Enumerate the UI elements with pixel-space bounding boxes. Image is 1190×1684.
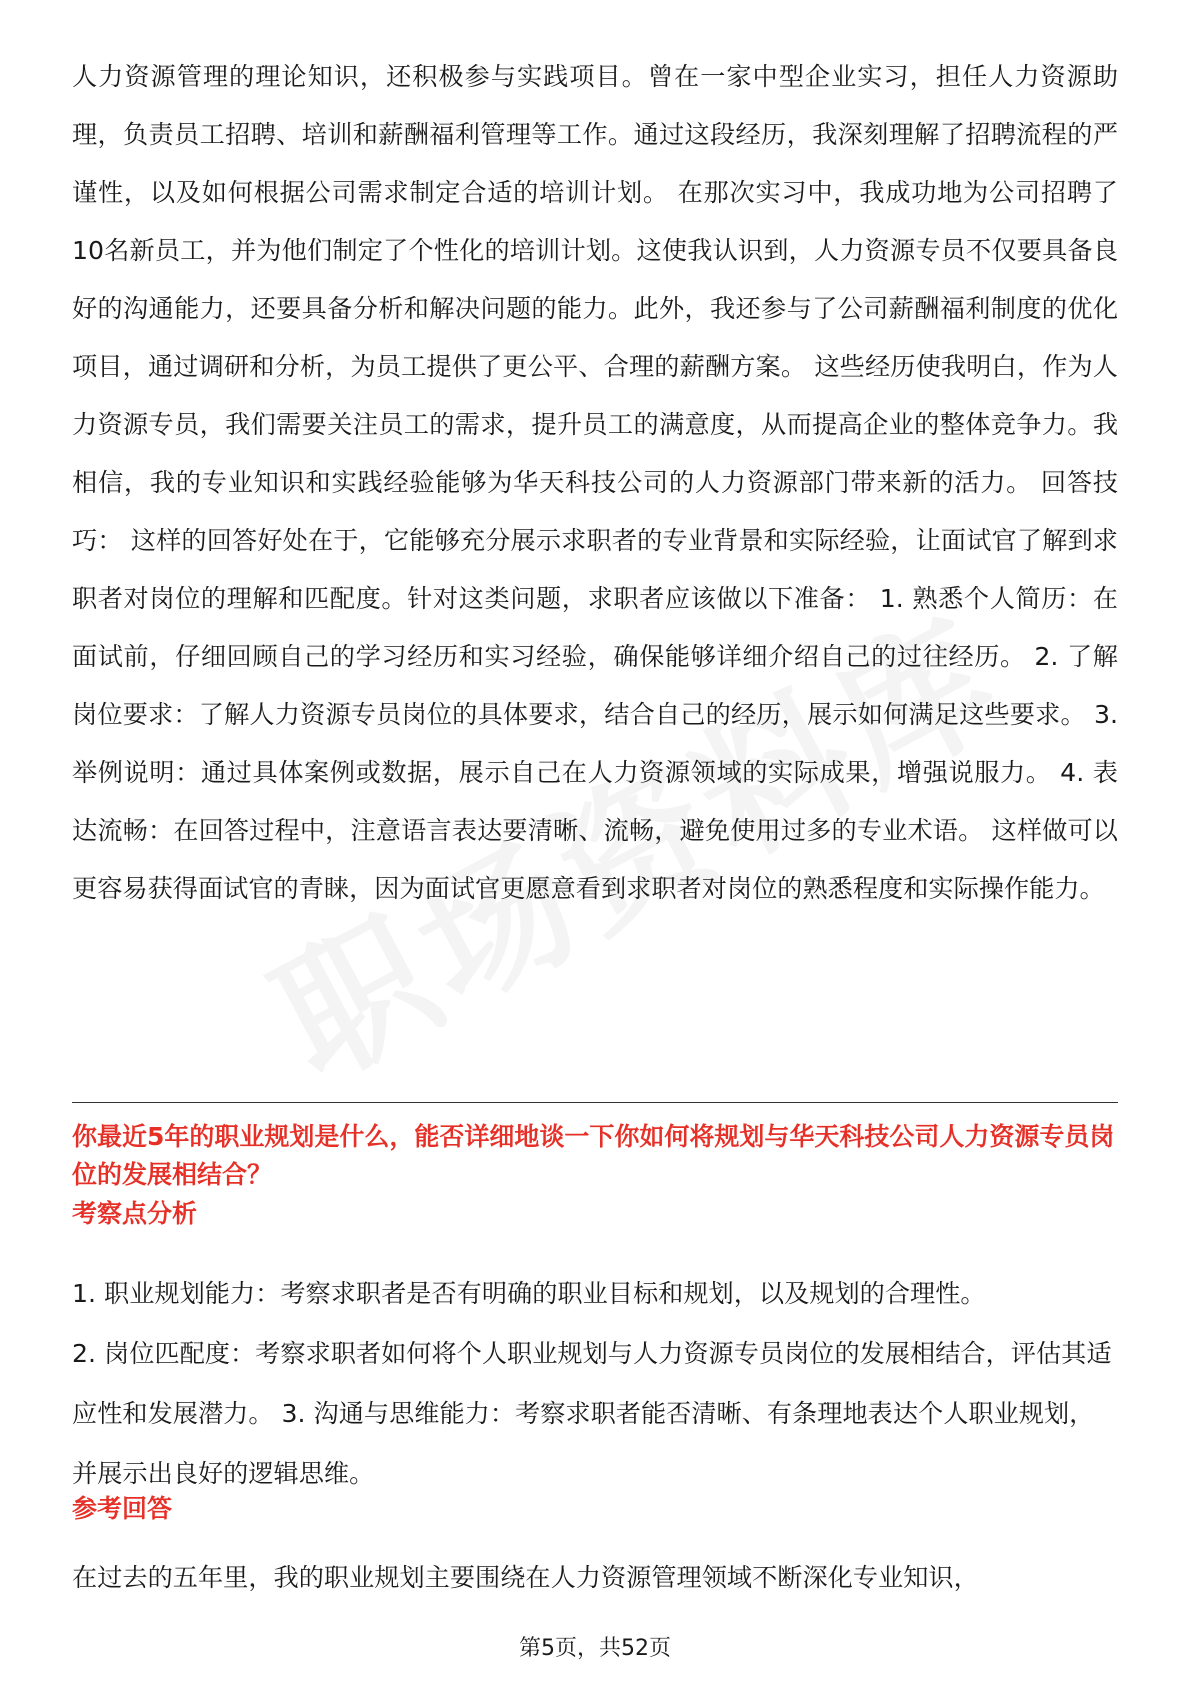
continued-paragraph: 人力资源管理的理论知识，还积极参与实践项目。曾在一家中型企业实习，担任人力资源助理，负责员工招聘、培训和薪酬福利管理等工作。通过这段经历，我深刻理解了招聘流程的严谨性，以及如何根据公司需求制定合适的培训计划。 在那次实习中，我成功地为公司招聘了10名新员工，并为他们制定了个性化的培训计划。这使我认识到，人力资源专员不仅要具备良好的沟通能力，还要具备分析和解决问题的能力。此外，我还参与了公司薪酬福利制度的优化项目，通过调研和分析，为员工提供了更公平、合理的薪酬方案。 这些经历使我明白，作为人力资源专员，我们需要关注员工的需求，提升员工的满意度，从而提高企业的整体竞争力。我相信，我的专业知识和实践经验能够为华天科技公司的人力资源部门带来新的活力。 回答技巧： 这样的回答好处在于，它能够充分展示求职者的专业背景和实际经验，让面试官了解到求职者对岗位的理解和匹配度。针对这类问题，求职者应该做以下准备： 1. 熟悉个人简历：在面试前，仔细回顾自己的学习经历和实习经验，确保能够详细介绍自己的过往经历。 2. 了解岗位要求：了解人力资源专员岗位的具体要求，结合自己的经历，展示如何满足这些要求。 3. 举例说明：通过具体案例或数据，展示自己在人力资源领域的实际成果，增强说服力。 4. 表达流畅：在回答过程中，注意语言表达要清晰、流畅，避免使用过多的专业术语。 这样做可以更容易获得面试官的青睐，因为面试官更愿意看到求职者对岗位的熟悉程度和实际操作能力。 bbox=[72, 62, 1118, 903]
answer-text: 在过去的五年里，我的职业规划主要围绕在人力资源管理领域不断深化专业知识， bbox=[72, 1563, 979, 1592]
analysis-item: 1. 职业规划能力：考察求职者是否有明确的职业目标和规划，以及规划的合理性。 bbox=[72, 1279, 986, 1308]
section-divider bbox=[72, 1102, 1118, 1103]
analysis-heading: 考察点分析 bbox=[72, 1199, 198, 1228]
answer-heading: 参考回答 bbox=[72, 1494, 173, 1523]
analysis-list bbox=[72, 1264, 1118, 1504]
analysis-item: 2. 岗位匹配度：考察求职者如何将个人职业规划与人力资源专员岗位的发展相结合，评估其适应性和发展潜力。 3. 沟通与思维能力：考察求职者能否清晰、有条理地表达个人职业规划，并展示出良好的逻辑思维。 bbox=[72, 1339, 1112, 1488]
page-footer: 第5页，共52页 bbox=[519, 1636, 671, 1661]
question-title: 你最近5年的职业规划是什么，能否详细地谈一下你如何将规划与华天科技公司人力资源专员岗位的发展相结合？ bbox=[72, 1122, 1115, 1189]
